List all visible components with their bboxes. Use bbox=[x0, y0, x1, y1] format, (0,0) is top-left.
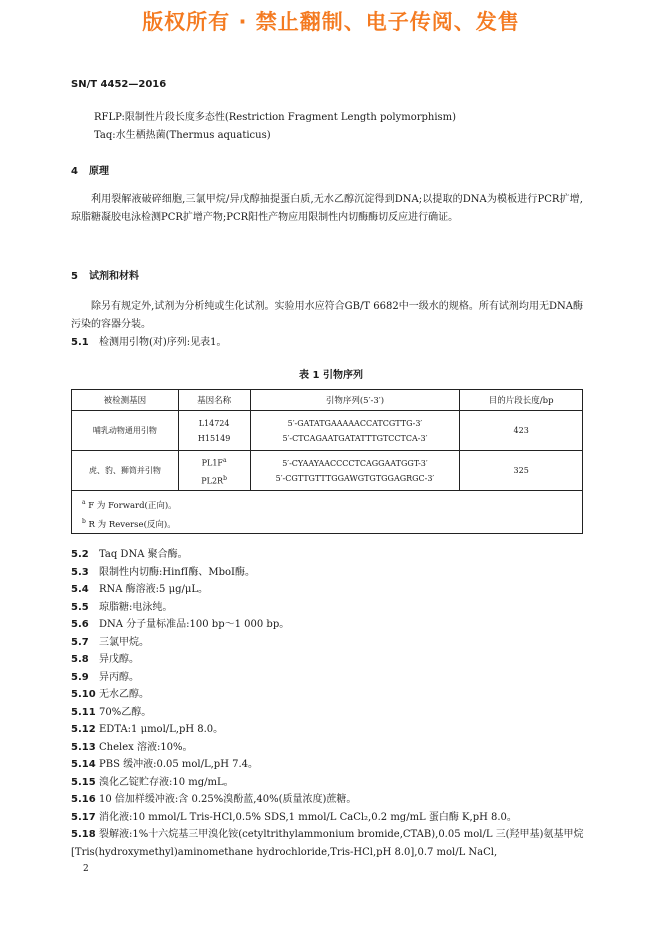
table-header-row bbox=[72, 390, 583, 411]
table-header: 引物序列(5′-3′) bbox=[250, 390, 460, 411]
table-caption: 表 1 引物序列 bbox=[299, 370, 363, 381]
table-notes bbox=[72, 491, 583, 534]
list-item: 5.15 溴化乙锭贮存液:10 mg/mL。 bbox=[71, 776, 234, 788]
table-cell-names bbox=[178, 451, 250, 491]
table-row bbox=[72, 451, 583, 491]
item-number: 5.18 bbox=[71, 829, 96, 840]
table-cell-gene: 哺乳动物通用引物 bbox=[72, 411, 179, 451]
primer-name: PL2R bbox=[201, 476, 224, 486]
list-item: 5.10 无水乙醇。 bbox=[71, 689, 149, 700]
section-5-heading bbox=[71, 267, 139, 282]
section-title: 试剂和材料 bbox=[89, 271, 139, 282]
copyright-banner: 版权所有 · 禁止翻制、电子传阅、发售 bbox=[142, 10, 520, 34]
table-cell-sequences bbox=[250, 451, 460, 491]
table-note: F 为 Forward(正向)。 bbox=[88, 500, 177, 511]
list-item: 5.7 三氯甲烷。 bbox=[71, 636, 149, 648]
list-item: 5.3 限制性内切酶:HinfI酶、MboI酶。 bbox=[71, 566, 255, 578]
abbreviation-rflp: RFLP:限制性片段长度多态性(Restriction Fragment Length polymorphism) bbox=[94, 112, 457, 123]
item-5-1 bbox=[71, 334, 591, 352]
list-item: 5.4 RNA 酶溶液:5 μg/μL。 bbox=[71, 584, 208, 595]
table-header: 目的片段长度/bp bbox=[460, 390, 583, 411]
primer-sequence: 5′-CYAAYAACCCCTCAGGAATGGT-3′ bbox=[282, 458, 428, 468]
table-row bbox=[72, 411, 583, 451]
footnote-mark: b bbox=[82, 517, 86, 525]
footnote-mark: a bbox=[222, 456, 227, 464]
standard-number: SN/T 4452—2016 bbox=[71, 79, 167, 90]
primer-sequence: 5′-CTCAGAATGATATTTGTCCTCA-3′ bbox=[282, 433, 428, 443]
table-cell-gene: 虎、豹、狮筒并引物 bbox=[72, 451, 179, 491]
footnote-mark: b bbox=[223, 474, 227, 482]
primer-name: H15149 bbox=[197, 433, 231, 443]
section-number: 5 bbox=[71, 271, 78, 282]
table-cell-length: 325 bbox=[460, 451, 583, 491]
section-title: 原理 bbox=[89, 166, 109, 177]
table-note: R 为 Reverse(反向)。 bbox=[88, 519, 176, 530]
primer-sequence: 5′-GATATGAAAAACCATCGTTG-3′ bbox=[287, 418, 423, 428]
reagent-list bbox=[71, 546, 591, 844]
item-text: 裂解液:1%十六烷基三甲溴化铵(cetyltrithylammonium bromide,CTAB),0.05 mol/L 三(羟甲基)氨基甲烷[Tris(hydroxymethyl)aminomethane hydrochloride,Tris-HCl,pH 8.0],0.7 mol/L NaCl, bbox=[71, 829, 584, 858]
primer-sequence: 5′-CGTTGTTTGGAWGTGTGGAGRGC-3′ bbox=[275, 473, 435, 483]
primer-table bbox=[71, 389, 583, 534]
list-item: 5.5 琼脂糖:电泳纯。 bbox=[71, 601, 173, 613]
table-cell-sequences bbox=[250, 411, 460, 451]
abbreviation-taq: Taq:水生栖热菌(Thermus aquaticus) bbox=[94, 130, 271, 141]
list-item: 5.2 Taq DNA 聚合酶。 bbox=[71, 549, 188, 560]
section-number: 4 bbox=[71, 166, 78, 177]
table-notes-row bbox=[72, 491, 583, 534]
list-item: 5.14 PBS 缓冲液:0.05 mol/L,pH 7.4。 bbox=[71, 759, 259, 770]
section-4-heading bbox=[71, 162, 109, 177]
list-item: 5.11 70%乙醇。 bbox=[71, 706, 152, 718]
table-cell-names bbox=[178, 411, 250, 451]
table-header: 基因名称 bbox=[178, 390, 250, 411]
section-4-paragraph: 利用裂解液破碎细胞,三氯甲烷/异戊醇抽提蛋白质,无水乙醇沉淀得到DNA;以提取的DNA为模板进行PCR扩增,琼脂糖凝胶电泳检测PCR扩增产物;PCR阳性产物应用限制性内切酶酶切反应进行确证。 bbox=[71, 194, 583, 223]
table-cell-length: 423 bbox=[460, 411, 583, 451]
item-5-18 bbox=[71, 826, 587, 861]
section-5-paragraph: 除另有规定外,试剂为分析纯或生化试剂。实验用水应符合GB/T 6682中一级水的规格。所有试剂均用无DNA酶污染的容器分装。 bbox=[71, 301, 583, 330]
list-item: 5.17 消化液:10 mmol/L Tris-HCl,0.5% SDS,1 mmol/L CaCl₂,0.2 mg/mL 蛋白酶 K,pH 8.0。 bbox=[71, 811, 517, 823]
list-item: 5.12 EDTA:1 μmol/L,pH 8.0。 bbox=[71, 724, 224, 735]
list-item: 5.8 异戊醇。 bbox=[71, 654, 139, 665]
table-header: 被检测基因 bbox=[72, 390, 179, 411]
primer-name: L14724 bbox=[198, 418, 230, 428]
item-text: 检测用引物(对)序列:见表1。 bbox=[99, 337, 227, 348]
list-item: 5.16 10 倍加样缓冲液:含 0.25%溴酚蓝,40%(质量浓度)蔗糖。 bbox=[71, 794, 357, 805]
footnote-mark: a bbox=[82, 499, 86, 506]
list-item: 5.6 DNA 分子量标准品:100 bp～1 000 bp。 bbox=[71, 619, 290, 630]
item-number: 5.1 bbox=[71, 337, 89, 348]
page-number: 2 bbox=[83, 864, 89, 874]
list-item: 5.13 Chelex 溶液:10%。 bbox=[71, 741, 193, 753]
list-item: 5.9 异丙醇。 bbox=[71, 671, 139, 683]
primer-name: PL1F bbox=[201, 458, 223, 468]
